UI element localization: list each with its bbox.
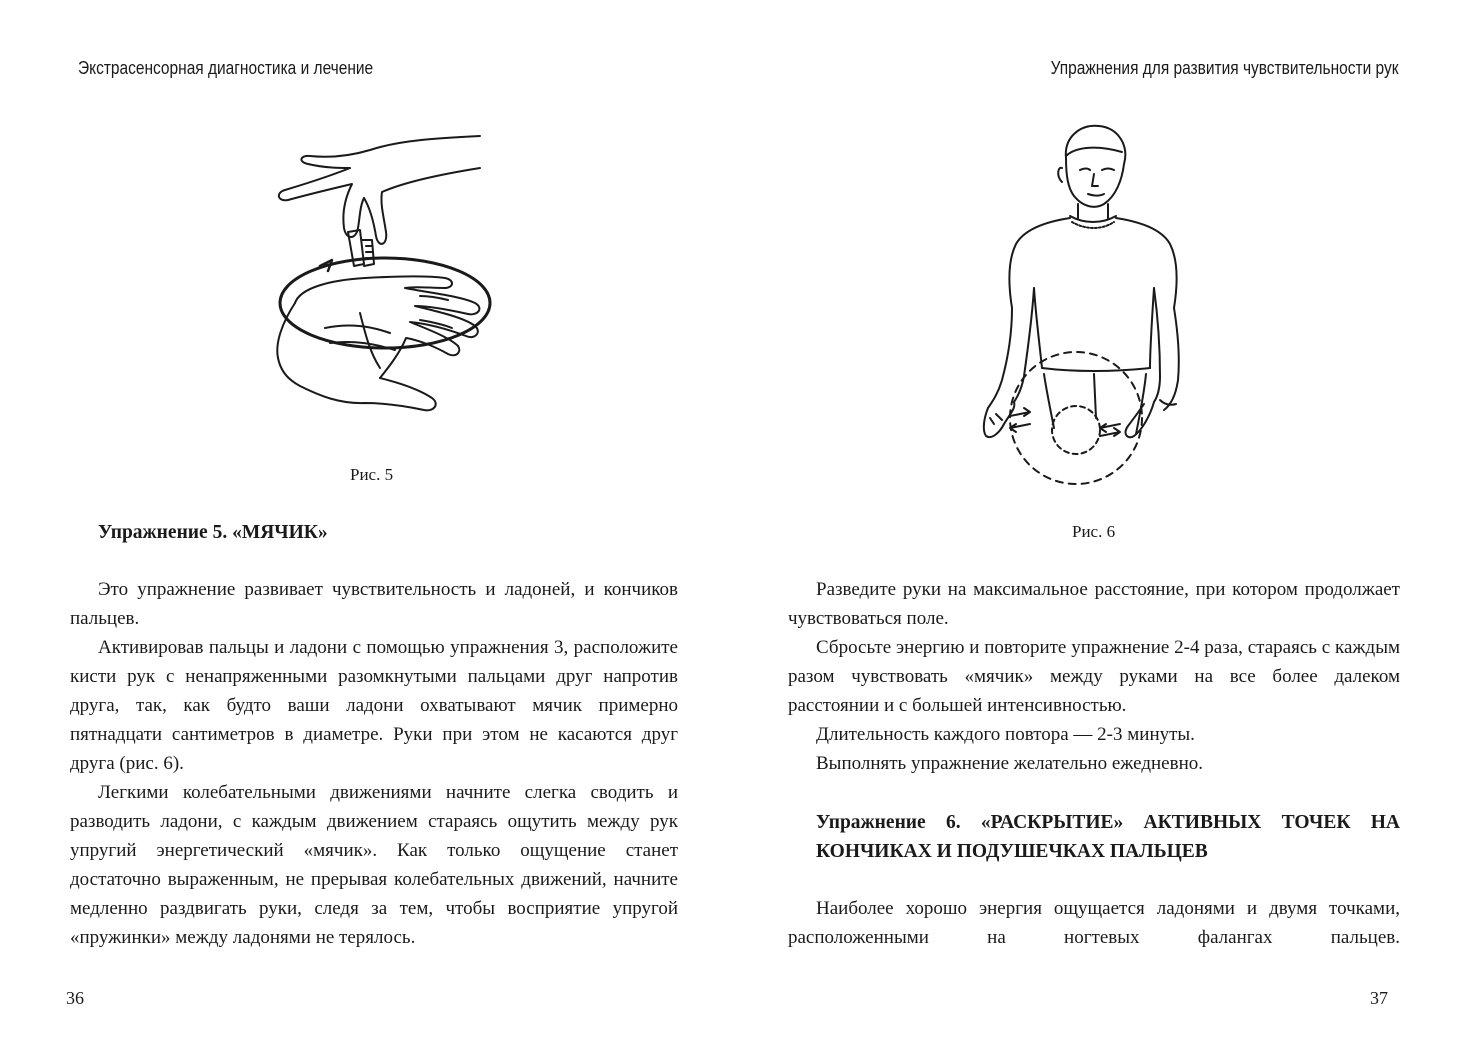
paragraph: Наиболее хорошо энергия ощущается ладонями и двумя точками, расположенными на ногтевых фалангах пальцев. [788, 898, 1400, 948]
paragraph: Длительность каждого повтора — 2-3 минуты. [816, 724, 1195, 745]
paragraph: Это упражнение развивает чувствительность и ладоней, и кончиков пальцев. [70, 579, 678, 629]
page-number-left: 36 [66, 988, 84, 1008]
figure-6-caption: Рис. 6 [1072, 522, 1116, 541]
figure-6-man-illustration [974, 118, 1214, 498]
paragraph: Легкими колебательными движениями начните слегка сводить и разводить ладони, с каждым движением стараясь ощутить между рук упругий энергетический «мячик». Как только ощущение станет достаточно выраженным, не прерывая колебательных движений, начните медленно раздвигать руки, следя за тем, чтобы восприятие упругой «пружинки» между ладонями не терялось. [70, 782, 678, 948]
paragraph: Выполнять упражнение желательно ежедневно. [816, 753, 1203, 774]
paragraph: Активировав пальцы и ладони с помощью упражнения 3, расположите кисти рук с ненапряженными разомкнутыми пальцами друг напротив друга, так, как будто ваши ладони охватывают мячик примерно пятнадцати сантиметров в диаметре. Руки при этом не касаются друг друга (рис. 6). [70, 637, 678, 774]
exercise-5-body [70, 575, 678, 952]
running-head-right: Упражнения для развития чувствительности рук [1050, 58, 1398, 78]
exercise-6-heading: Упражнение 6. «РАСКРЫТИЕ» АКТИВНЫХ ТОЧЕК НА КОНЧИКАХ И ПОДУШЕЧКАХ ПАЛЬЦЕВ [816, 812, 1400, 862]
page-number-right: 37 [1370, 988, 1388, 1008]
running-head-left: Экстрасенсорная диагностика и лечение [78, 58, 374, 78]
paragraph: Сбросьте энергию и повторите упражнение 2-4 раза, стараясь с каждым разом чувствовать «мячик» между руками на все более далеком расстоянии и с большей интенсивностью. [788, 637, 1400, 716]
exercise-5-heading: Упражнение 5. «МЯЧИК» [98, 522, 328, 543]
figure-5-hands-illustration [270, 128, 500, 428]
exercise-6-body [788, 894, 1400, 952]
right-page [734, 0, 1468, 1045]
figure-5-caption: Рис. 5 [350, 465, 394, 484]
paragraph: Разведите руки на максимальное расстояние, при котором продолжает чувствоваться поле. [788, 579, 1400, 629]
exercise-5-continued-body [788, 575, 1400, 778]
